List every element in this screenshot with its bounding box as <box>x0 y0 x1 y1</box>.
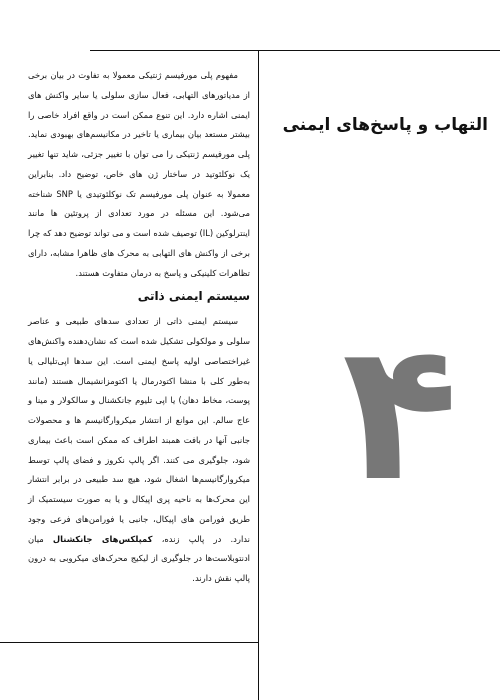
paragraph-text: سیستم ایمنی ذاتی از تعدادی سدهای طبیعی و عناصر سلولی و مولکولی تشکیل شده است که نشان‌دهنده واکنش‌های غیراختصاصی اولیه پاسخ ایمنی است. این سدها اپی‌تلیالی یا به‌طور کلی با منشا اکتودرمال یا اکتومزانشیمال هستند (مانند پوست، مخاط دهان) یا اپی تلیوم جانکشنال و سالکولار و مینا و عاج سالم. این موانع از انتشار میکروارگانیسم ها و محصولات جانبی آنها در بافت همبند اطراف که ممکن است باعث بیماری شود، جلوگیری می کنند. اگر پالپ نکروز و فضای پالپ توسط میکروارگانیسم‌ها اشغال شود، هیچ سد طبیعی در برابر انتشار این محرک‌ها به ناحیه پری اپیکال و یا به صورت سیستمیک از طریق فورامن های اپیکال، جانبی یا فورامن‌های فرعی وجود ندارد. در پالپ زنده، <box>28 316 250 544</box>
paragraph-polymorphism: مفهوم پلی مورفیسم ژنتیکی معمولا به تفاوت در بیان برخی از مدیاتورهای التهابی، فعال سازی سلولی یا سایر واکنش های ایمنی اشاره دارد. این تنوع ممکن است در واقع افراد خاصی را بیشتر مستعد بیان بیماری یا تاخیر در مکانیسم‌های بهبودی نماید. پلی مورفیسم ژنتیکی را می توان با تغییر جزئی، شاید تنها تغییر یک نوکلئوتید در ساختار ژن های خاص، توضیح داد. بنابراین معمولا به عنوان پلی مورفیسم تک نوکلئوتیدی یا SNP شناخته می‌شود. این مسئله در مورد تعدادی از پروتئین ها مانند اینترلوکین (IL) توصیف شده است و می تواند توضیح دهد که چرا برخی از واکنش های التهابی به محرک های ظاهرا مشابه، دارای تظاهرات کلینیکی و پاسخ به درمان متفاوت هستند. <box>28 70 251 278</box>
bottom-rule <box>0 642 258 643</box>
top-rule <box>90 50 500 51</box>
chapter-title: التهاب و پاسخ‌های ایمنی <box>282 115 488 135</box>
bold-keyword: کمپلکس‌های جانکشنال <box>52 533 153 544</box>
body-text-column <box>28 66 250 589</box>
section-heading: سیستم ایمنی ذاتی <box>137 289 250 304</box>
column-divider <box>258 50 259 700</box>
paragraph-innate-immunity <box>28 312 250 589</box>
chapter-number: ۴ <box>342 302 458 523</box>
paragraph-text-end: میان ادنتوبلاست‌ها در جلوگیری از لیکیج محرک‌های میکروبی به درون پالپ نقش دارند. <box>28 533 250 583</box>
